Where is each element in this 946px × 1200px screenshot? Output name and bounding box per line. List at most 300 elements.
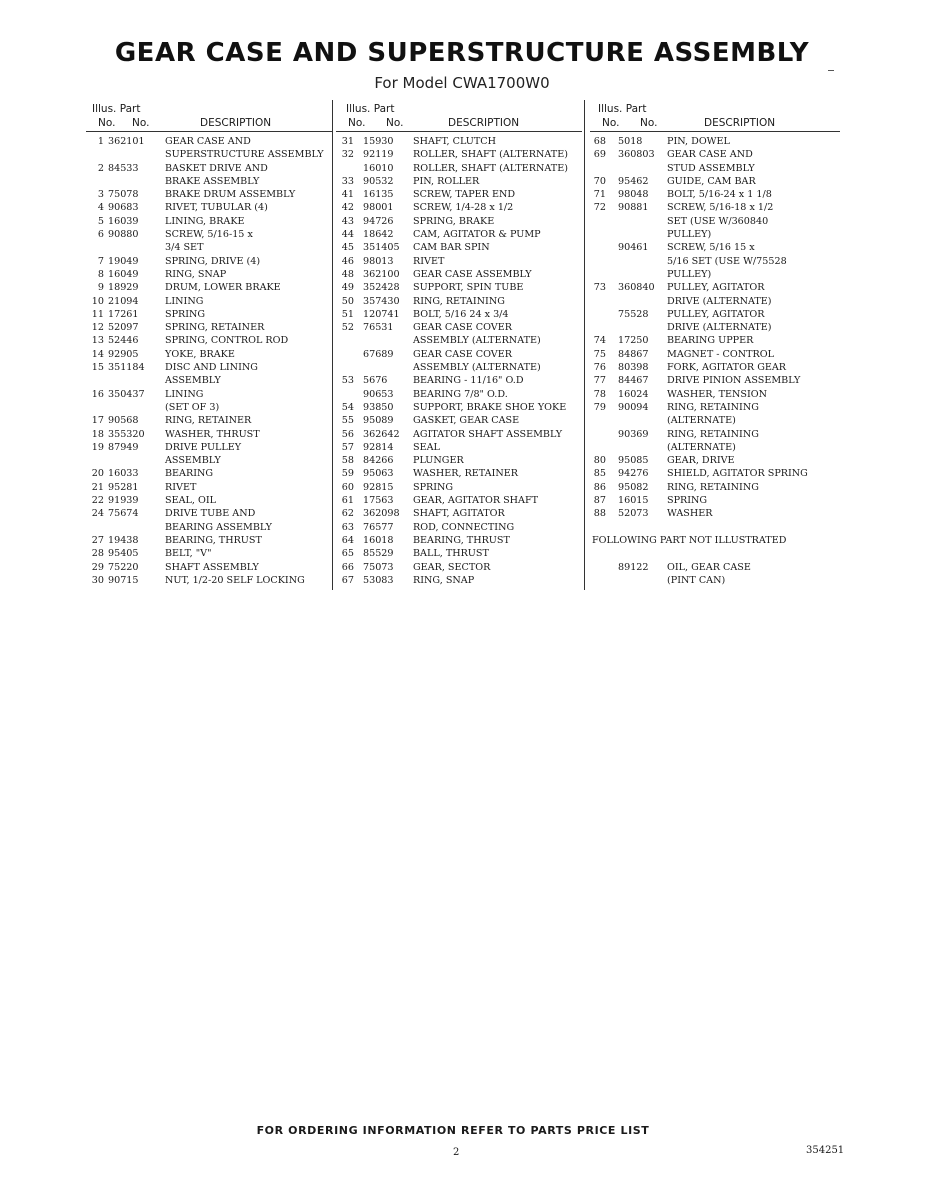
part-description: ASSEMBLY — [165, 455, 221, 467]
illus-no: 46 — [341, 255, 354, 267]
part-description: DRIVE PULLEY — [165, 441, 242, 453]
illus-no: 41 — [341, 189, 354, 201]
table-row — [590, 281, 840, 294]
illus-no: 56 — [341, 428, 354, 440]
illus-no: 75 — [593, 348, 606, 360]
table-row — [336, 228, 582, 241]
column-header-description: DESCRIPTION — [448, 117, 520, 129]
table-row — [336, 521, 582, 534]
part-description: BALL, THRUST — [413, 548, 489, 560]
table-row — [590, 201, 840, 214]
illus-no: 67 — [341, 574, 354, 586]
document-number: 354251 — [806, 1145, 845, 1156]
table-row — [590, 374, 840, 387]
table-row — [336, 188, 582, 201]
parts-column-3 — [590, 102, 840, 587]
part-no: 16015 — [618, 495, 649, 507]
table-row — [86, 348, 332, 361]
part-description: SHAFT, CLUTCH — [413, 136, 496, 147]
part-no: 5676 — [363, 375, 388, 387]
table-row — [86, 361, 332, 374]
illus-no: 70 — [593, 175, 606, 187]
illus-no: 57 — [341, 441, 354, 453]
table-row — [86, 414, 332, 427]
part-no: 362100 — [363, 268, 400, 280]
table-row — [590, 467, 840, 480]
part-description: SET (USE W/360840 — [667, 215, 769, 227]
table-row — [86, 388, 332, 401]
illus-no: 33 — [341, 175, 354, 187]
table-row — [86, 454, 332, 467]
column-header-no: No. — [348, 117, 366, 129]
part-description: PULLEY, AGITATOR — [667, 282, 765, 294]
illus-no: 73 — [593, 282, 606, 294]
table-row — [590, 295, 840, 308]
illus-no: 58 — [341, 455, 354, 467]
part-no: 16018 — [363, 534, 394, 546]
part-no: 94726 — [363, 215, 394, 227]
table-row — [86, 228, 332, 241]
table-row — [590, 388, 840, 401]
part-description: GEAR CASE COVER — [413, 348, 512, 360]
part-description: BELT, "V" — [165, 548, 212, 560]
table-row — [86, 494, 332, 507]
table-row — [590, 414, 840, 427]
part-description: PULLEY, AGITATOR — [667, 308, 765, 320]
part-description: CAM, AGITATOR & PUMP — [413, 229, 541, 241]
column-header-illus-part: Illus. Part — [346, 103, 395, 115]
illus-no: 53 — [341, 375, 354, 387]
part-description: AGITATOR SHAFT ASSEMBLY — [413, 428, 563, 440]
part-description: BRAKE DRUM ASSEMBLY — [165, 189, 296, 201]
illus-no: 79 — [593, 401, 606, 413]
part-description: RING, SNAP — [413, 574, 475, 586]
part-description: RING, RETAINING — [667, 428, 759, 440]
part-description: SPRING, CONTROL ROD — [165, 335, 289, 347]
table-row — [590, 507, 840, 520]
part-description: GEAR CASE COVER — [413, 322, 512, 334]
part-description: RING, RETAINING — [413, 295, 505, 307]
table-row — [86, 241, 332, 254]
part-no: 53083 — [363, 574, 394, 586]
part-no: 360803 — [618, 149, 655, 161]
table-row — [590, 321, 840, 334]
column-header-part-no: No. — [132, 117, 150, 129]
table-row — [86, 215, 332, 228]
table-row — [86, 148, 332, 161]
part-description: RIVET — [165, 481, 197, 493]
part-description: DRUM, LOWER BRAKE — [165, 282, 281, 294]
table-row — [86, 281, 332, 294]
part-description: GEAR CASE AND — [165, 136, 251, 147]
table-row — [336, 561, 582, 574]
table-row — [336, 321, 582, 334]
table-row — [590, 361, 840, 374]
part-description: YOKE, BRAKE — [165, 348, 235, 360]
part-description: SCREW, 5/16-18 x 1/2 — [667, 202, 774, 214]
illus-no: 9 — [97, 282, 104, 294]
column-header-part-no: No. — [386, 117, 404, 129]
part-description: FORK, AGITATOR GEAR — [667, 362, 787, 374]
part-no: 90568 — [108, 415, 139, 427]
part-no: 16039 — [108, 215, 139, 227]
part-no: 89122 — [618, 561, 649, 573]
column-header-illus-part: Illus. Part — [92, 103, 141, 115]
part-description: SCREW, 1/4-28 x 1/2 — [413, 202, 514, 214]
part-description: PULLEY) — [667, 229, 712, 241]
illus-no: 80 — [593, 455, 606, 467]
part-no: 93850 — [363, 401, 394, 413]
part-description: BASKET DRIVE AND — [165, 162, 268, 174]
part-no: 362098 — [363, 508, 400, 520]
part-no: 75078 — [108, 189, 139, 201]
table-row — [86, 428, 332, 441]
illus-no: 32 — [341, 149, 354, 161]
part-description: (ALTERNATE) — [667, 441, 736, 453]
part-no: 76577 — [363, 521, 394, 533]
part-no: 362642 — [363, 428, 400, 440]
part-description: SHAFT, AGITATOR — [413, 508, 505, 520]
part-no: 90094 — [618, 401, 649, 413]
part-no: 52097 — [108, 322, 139, 334]
illus-no: 64 — [341, 534, 354, 546]
part-description: PIN, ROLLER — [413, 175, 480, 187]
illus-no: 42 — [341, 202, 354, 214]
part-description: SCREW, TAPER END — [413, 189, 516, 201]
part-no: 92119 — [363, 149, 394, 161]
table-row — [336, 507, 582, 520]
part-description: ROD, CONNECTING — [413, 521, 515, 533]
illus-no: 11 — [91, 308, 104, 320]
illus-no: 5 — [97, 215, 104, 227]
table-row — [86, 374, 332, 387]
table-row — [590, 428, 840, 441]
table-row — [86, 308, 332, 321]
part-no: 90461 — [618, 242, 649, 254]
part-description: PLUNGER — [413, 455, 464, 467]
table-row — [590, 255, 840, 268]
part-description: (ALTERNATE) — [667, 415, 736, 427]
illus-no: 68 — [593, 136, 606, 147]
table-row — [86, 547, 332, 560]
illus-no: 63 — [341, 521, 354, 533]
illus-no: 85 — [593, 468, 606, 480]
scan-mark — [828, 70, 834, 71]
part-description: ASSEMBLY (ALTERNATE) — [413, 335, 541, 347]
part-no: 16135 — [363, 189, 394, 201]
part-no: 16033 — [108, 468, 139, 480]
table-row — [590, 162, 840, 175]
table-row — [336, 428, 582, 441]
part-no: 84266 — [363, 455, 394, 467]
part-no: 90369 — [618, 428, 649, 440]
part-description: DRIVE (ALTERNATE) — [667, 322, 772, 334]
table-row — [336, 374, 582, 387]
part-description: SPRING, RETAINER — [165, 322, 265, 334]
illus-no: 49 — [341, 282, 354, 294]
part-description: SPRING — [165, 308, 206, 320]
part-no: 67689 — [363, 348, 394, 360]
part-description: GEAR CASE AND — [667, 149, 753, 161]
column-divider — [332, 100, 333, 590]
part-description: (SET OF 3) — [165, 401, 220, 413]
illus-no: 22 — [91, 495, 104, 507]
illus-no: 45 — [341, 242, 354, 254]
part-description: BEARING — [165, 468, 214, 480]
page-title: GEAR CASE AND SUPERSTRUCTURE ASSEMBLY — [114, 38, 810, 68]
part-no: 90881 — [618, 202, 649, 214]
table-row — [590, 308, 840, 321]
part-description: RING, RETAINING — [667, 481, 759, 493]
part-description: GUIDE, CAM BAR — [667, 175, 756, 187]
page-number: 2 — [453, 1147, 460, 1158]
illus-no: 51 — [341, 308, 354, 320]
table-row — [590, 334, 840, 347]
table-row — [336, 268, 582, 281]
illus-no: 30 — [91, 574, 104, 586]
table-row — [86, 467, 332, 480]
table-row — [590, 188, 840, 201]
table-row — [336, 388, 582, 401]
part-no: 95082 — [618, 481, 649, 493]
table-row — [336, 295, 582, 308]
table-row — [590, 441, 840, 454]
part-no: 90880 — [108, 229, 139, 241]
table-row — [590, 215, 840, 228]
part-no: 98048 — [618, 189, 649, 201]
part-no: 92905 — [108, 348, 139, 360]
illus-no: 59 — [341, 468, 354, 480]
table-row — [590, 561, 840, 574]
part-description: SCREW, 5/16-15 x — [165, 229, 253, 241]
parts-list — [590, 135, 840, 587]
table-row — [590, 241, 840, 254]
part-no: 52446 — [108, 335, 139, 347]
table-row — [86, 188, 332, 201]
ordering-note: FOR ORDERING INFORMATION REFER TO PARTS PRICE LIST — [256, 1124, 650, 1137]
illus-no: 4 — [97, 202, 104, 214]
part-no: 84467 — [618, 375, 649, 387]
table-row — [86, 401, 332, 414]
part-description: SEAL, OIL — [165, 495, 216, 507]
table-row — [590, 521, 840, 534]
part-description: OIL, GEAR CASE — [667, 561, 751, 573]
table-row — [86, 321, 332, 334]
part-no: 16010 — [363, 162, 394, 174]
part-description: NUT, 1/2-20 SELF LOCKING — [165, 574, 305, 586]
illus-no: 28 — [91, 548, 104, 560]
model-subtitle: For Model CWA1700W0 — [374, 74, 550, 92]
illus-no: 16 — [91, 388, 104, 400]
part-description: SEAL — [413, 441, 440, 453]
table-row — [336, 148, 582, 161]
illus-no: 27 — [91, 534, 104, 546]
part-description: 3/4 SET — [165, 242, 204, 254]
table-row — [590, 401, 840, 414]
table-row — [86, 201, 332, 214]
illus-no: 72 — [593, 202, 606, 214]
part-description: GASKET, GEAR CASE — [413, 415, 520, 427]
table-row — [336, 348, 582, 361]
illus-no: 62 — [341, 508, 354, 520]
part-no: 95462 — [618, 175, 649, 187]
illus-no: 31 — [341, 136, 354, 147]
part-description: DISC AND LINING — [165, 362, 258, 374]
part-no: 5018 — [618, 136, 643, 147]
part-no: 19049 — [108, 255, 139, 267]
table-row — [86, 162, 332, 175]
part-no: 76531 — [363, 322, 394, 334]
part-description: BEARING UPPER — [667, 335, 754, 347]
illus-no: 69 — [593, 149, 606, 161]
table-row — [590, 135, 840, 148]
part-description: RING, RETAINING — [667, 401, 759, 413]
part-description: PULLEY) — [667, 268, 712, 280]
illus-no: 2 — [97, 162, 104, 174]
illus-no: 12 — [91, 322, 104, 334]
part-no: 84867 — [618, 348, 649, 360]
table-row — [336, 547, 582, 560]
table-row — [86, 268, 332, 281]
table-row — [336, 215, 582, 228]
column-header-no: No. — [98, 117, 116, 129]
part-no: 92814 — [363, 441, 394, 453]
part-description: GEAR, DRIVE — [667, 455, 735, 467]
illus-no: 20 — [91, 468, 104, 480]
part-no: 75073 — [363, 561, 394, 573]
part-description: GEAR, AGITATOR SHAFT — [413, 495, 539, 507]
part-description: SPRING — [413, 481, 454, 493]
part-no: 90715 — [108, 574, 139, 586]
column-header-row — [86, 116, 332, 132]
table-row — [86, 135, 332, 148]
illus-no: 29 — [91, 561, 104, 573]
part-description: GEAR CASE ASSEMBLY — [413, 268, 532, 280]
table-row — [590, 268, 840, 281]
part-description: LINING — [165, 388, 204, 400]
table-row — [590, 574, 840, 587]
table-row — [590, 494, 840, 507]
table-row — [336, 281, 582, 294]
illus-no: 44 — [341, 229, 354, 241]
part-description: ROLLER, SHAFT (ALTERNATE) — [413, 162, 568, 174]
table-row — [336, 401, 582, 414]
part-no: 18642 — [363, 229, 394, 241]
table-row — [336, 534, 582, 547]
part-no: 87949 — [108, 441, 139, 453]
part-description: DRIVE (ALTERNATE) — [667, 295, 772, 307]
table-row — [336, 454, 582, 467]
illus-no: 15 — [91, 362, 104, 374]
part-no: 84533 — [108, 162, 139, 174]
part-no: 16024 — [618, 388, 649, 400]
part-no: 351405 — [363, 242, 400, 254]
table-row — [86, 521, 332, 534]
table-row — [590, 534, 840, 547]
part-no: 357430 — [363, 295, 400, 307]
table-row — [590, 148, 840, 161]
part-no: 352428 — [363, 282, 400, 294]
table-row — [336, 162, 582, 175]
part-no: 95281 — [108, 481, 139, 493]
part-description: BEARING 7/8" O.D. — [413, 388, 508, 400]
part-no: 95063 — [363, 468, 394, 480]
part-description: DRIVE PINION ASSEMBLY — [667, 375, 801, 387]
part-no: 92815 — [363, 481, 394, 493]
part-description: GEAR, SECTOR — [413, 561, 491, 573]
table-row — [590, 547, 840, 560]
illus-no: 60 — [341, 481, 354, 493]
part-description: BOLT, 5/16-24 x 1 1/8 — [667, 189, 772, 201]
table-row — [590, 454, 840, 467]
table-row — [336, 414, 582, 427]
part-description: BEARING ASSEMBLY — [165, 521, 272, 533]
illus-no: 3 — [97, 189, 104, 201]
illus-no: 87 — [593, 495, 606, 507]
part-no: 16049 — [108, 268, 139, 280]
table-row — [336, 334, 582, 347]
table-row — [86, 481, 332, 494]
table-row — [86, 574, 332, 587]
illus-no: 7 — [97, 255, 104, 267]
column-header-description: DESCRIPTION — [200, 117, 272, 129]
column-header-no: No. — [602, 117, 620, 129]
part-description: SUPPORT, SPIN TUBE — [413, 282, 524, 294]
part-description: RING, RETAINER — [165, 415, 252, 427]
parts-list — [86, 135, 332, 587]
part-description: WASHER, TENSION — [667, 388, 767, 400]
part-no: 52073 — [618, 508, 649, 520]
illus-no: 86 — [593, 481, 606, 493]
illus-no: 21 — [91, 481, 104, 493]
table-row — [86, 175, 332, 188]
illus-no: 66 — [341, 561, 354, 573]
part-description: PIN, DOWEL — [667, 136, 730, 147]
part-no: 91939 — [108, 495, 139, 507]
illus-no: 54 — [341, 401, 354, 413]
illus-no: 18 — [91, 428, 104, 440]
column-divider — [584, 100, 585, 590]
part-no: 80398 — [618, 362, 649, 374]
part-no: 19438 — [108, 534, 139, 546]
part-description: SPRING, BRAKE — [413, 215, 495, 227]
illus-no: 6 — [97, 229, 104, 241]
part-description: MAGNET - CONTROL — [667, 348, 775, 360]
illus-no: 24 — [91, 508, 104, 520]
illus-no: 13 — [91, 335, 104, 347]
part-no: 355320 — [108, 428, 145, 440]
illus-no: 71 — [593, 189, 606, 201]
part-no: 17261 — [108, 308, 139, 320]
note-text: FOLLOWING PART NOT ILLUSTRATED — [592, 534, 787, 546]
table-row — [86, 334, 332, 347]
part-description: WASHER, THRUST — [165, 428, 260, 440]
part-description: BEARING, THRUST — [165, 534, 262, 546]
part-no: 95085 — [618, 455, 649, 467]
part-description: CAM BAR SPIN — [413, 242, 490, 254]
illus-no: 78 — [593, 388, 606, 400]
part-description: SHAFT ASSEMBLY — [165, 561, 259, 573]
part-no: 75528 — [618, 308, 649, 320]
part-description: RIVET — [413, 255, 445, 267]
part-description: LINING, BRAKE — [165, 215, 245, 227]
part-no: 15930 — [363, 136, 394, 147]
column-header-row — [336, 116, 582, 132]
illus-no: 19 — [91, 441, 104, 453]
illus-no: 55 — [341, 415, 354, 427]
illus-no: 8 — [97, 268, 104, 280]
illus-no: 43 — [341, 215, 354, 227]
